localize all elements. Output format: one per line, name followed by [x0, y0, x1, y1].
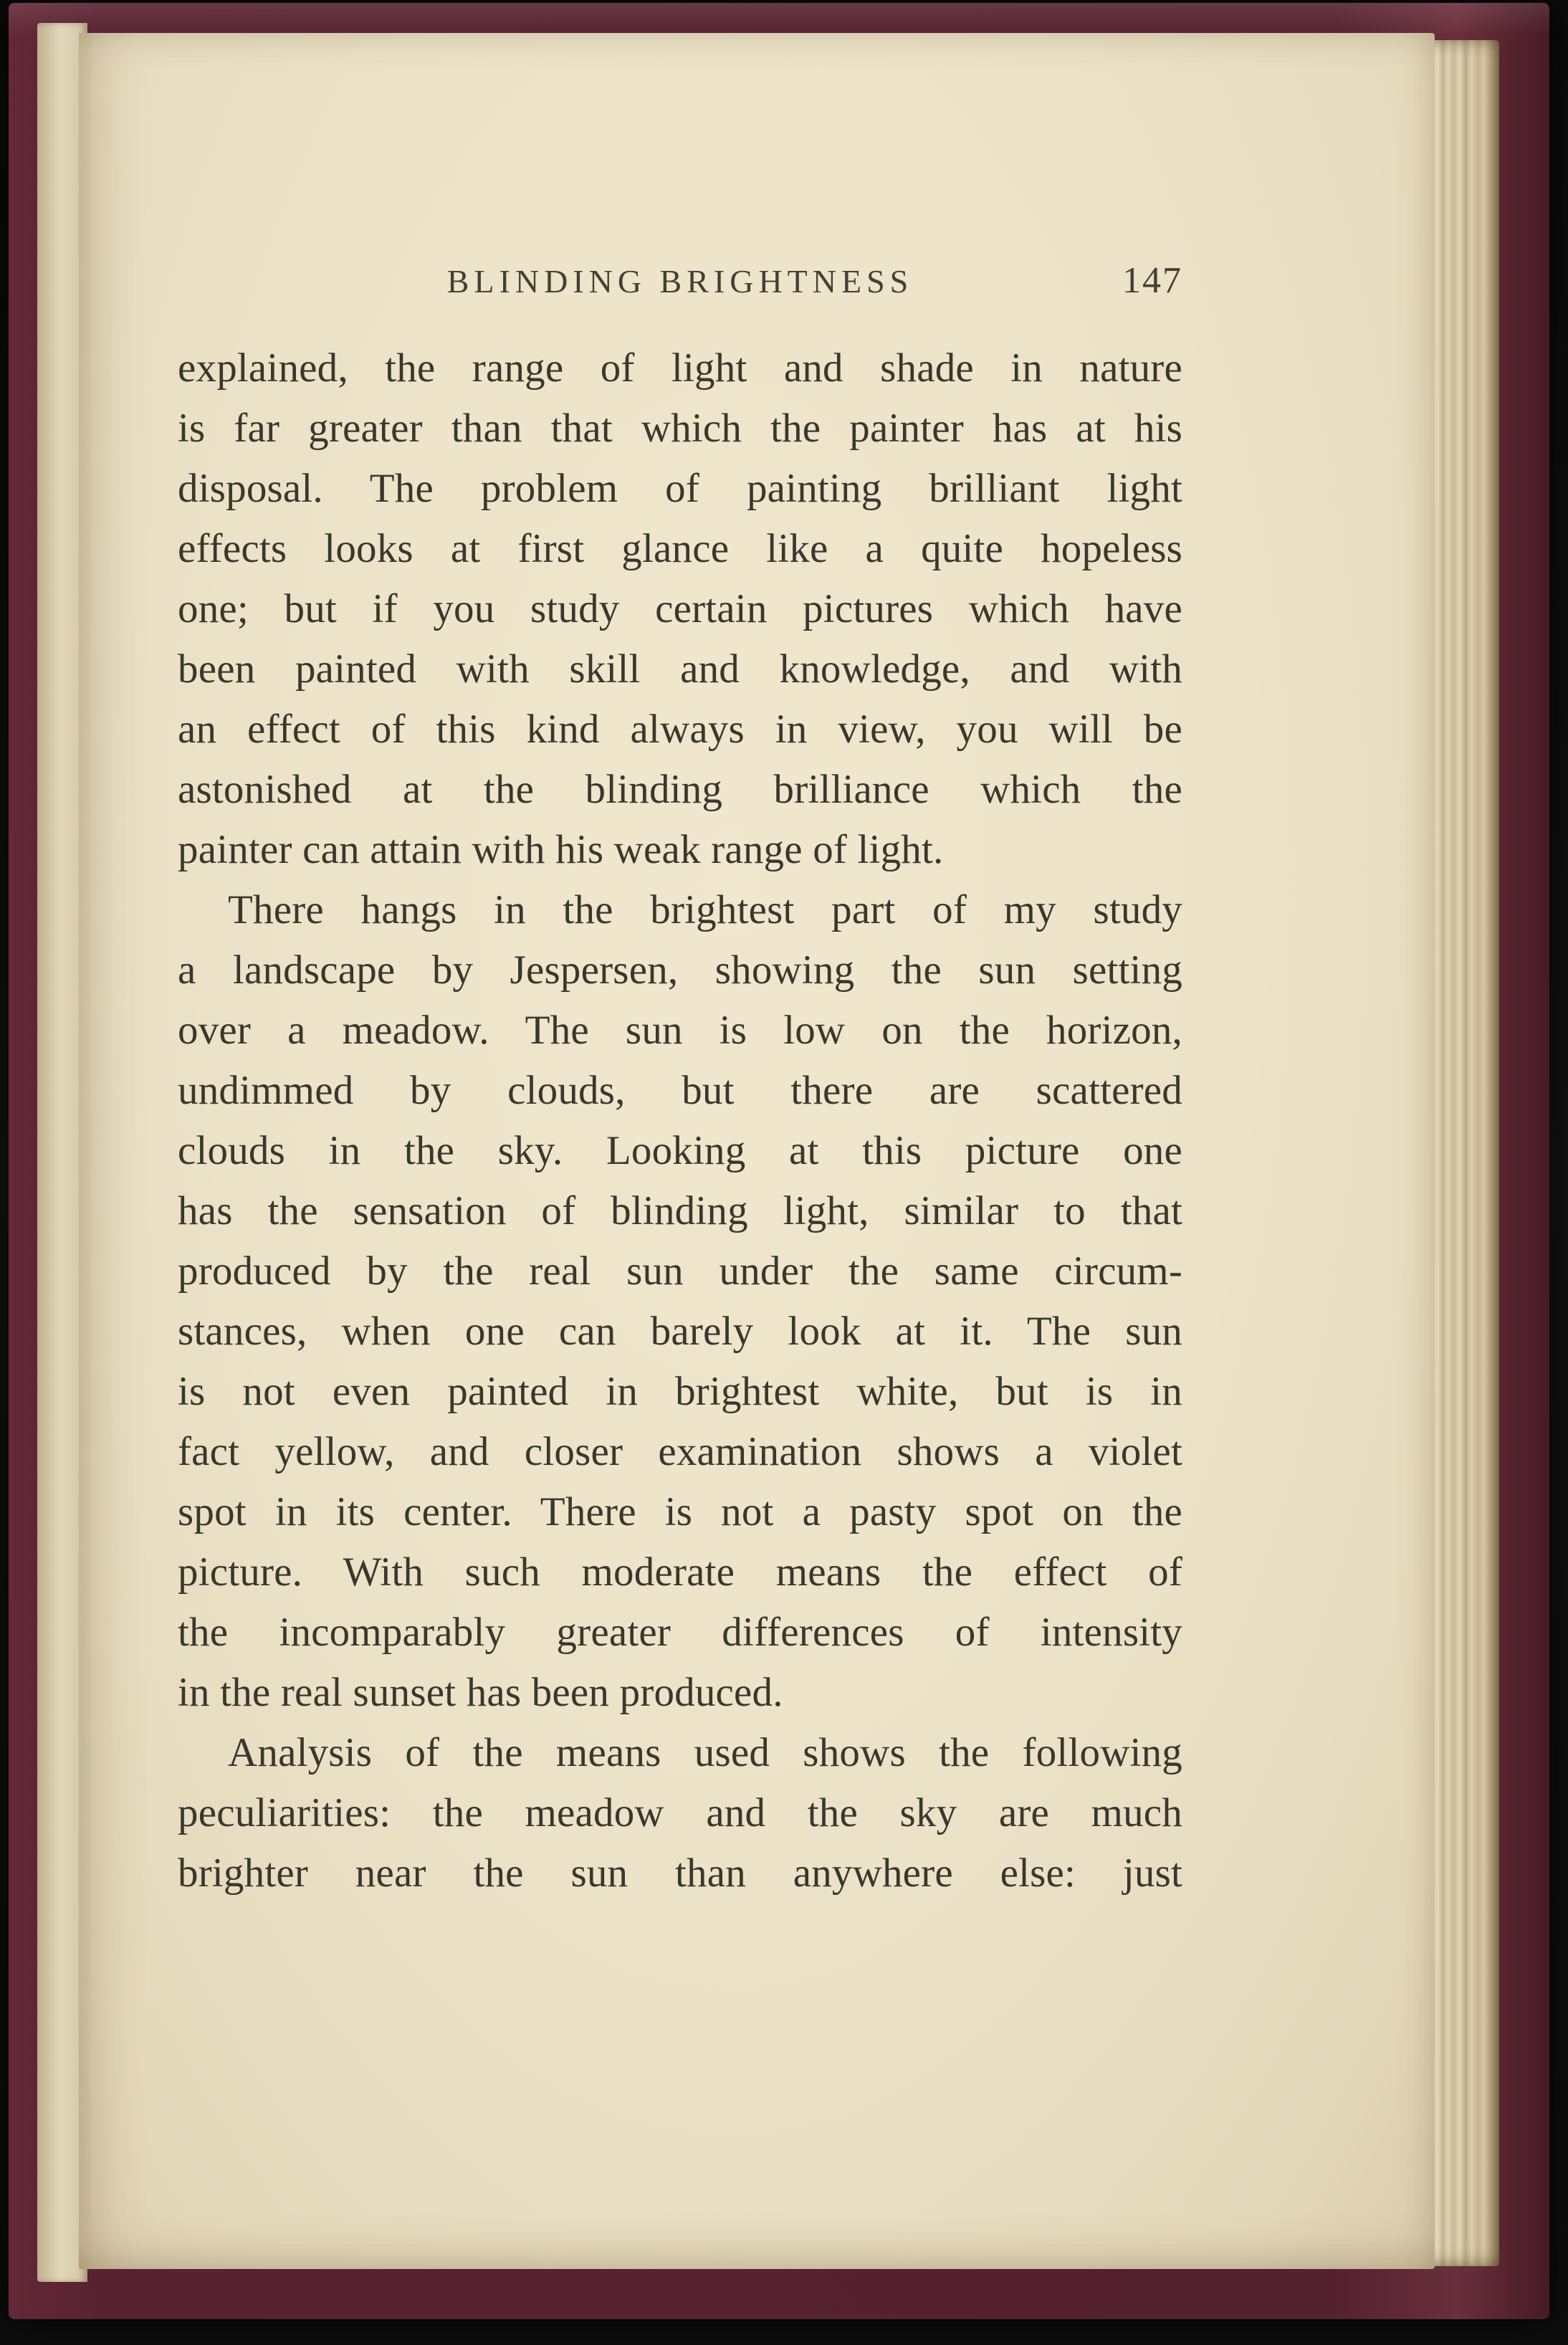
paragraph — [178, 880, 1182, 1723]
text-line: in the real sunset has been produced. — [178, 1670, 783, 1715]
text-line: effects looks at first glance like a quite hopeless — [178, 526, 1182, 571]
book-page — [79, 33, 1435, 2269]
page-text-block — [178, 262, 1182, 1904]
text-line: picture. With such moderate means the effect of — [178, 1549, 1182, 1595]
text-line: astonished at the blinding brilliance which the — [178, 767, 1182, 812]
book-cover-sheen — [9, 3, 1549, 36]
text-line: clouds in the sky. Looking at this picture one — [178, 1128, 1182, 1173]
text-line: one; but if you study certain pictures which have — [178, 586, 1182, 631]
page-stack-edge — [1426, 40, 1499, 2266]
text-line: over a meadow. The sun is low on the horizon, — [178, 1008, 1182, 1053]
text-line: produced by the real sun under the same circum- — [178, 1248, 1182, 1294]
text-line: is not even painted in brightest white, but is in — [178, 1369, 1182, 1414]
text-line: has the sensation of blinding light, similar to that — [178, 1188, 1182, 1233]
paragraph — [178, 338, 1182, 880]
text-line: undimmed by clouds, but there are scattered — [178, 1068, 1182, 1113]
text-line: been painted with skill and knowledge, and with — [178, 646, 1182, 692]
text-line: fact yellow, and closer examination shows a violet — [178, 1429, 1182, 1474]
running-header-title: BLINDING BRIGHTNESS — [446, 263, 914, 300]
running-header — [178, 262, 1182, 308]
page-body — [178, 338, 1182, 1904]
text-line: explained, the range of light and shade in nature — [178, 345, 1182, 391]
text-line: a landscape by Jespersen, showing the sun setting — [178, 947, 1182, 993]
text-line: There hangs in the brightest part of my study — [228, 887, 1182, 932]
paragraph — [178, 1723, 1182, 1904]
text-line: stances, when one can barely look at it. The sun — [178, 1309, 1182, 1354]
text-line: the incomparably greater differences of intensity — [178, 1610, 1182, 1655]
text-line: brighter near the sun than anywhere else: just — [178, 1850, 1182, 1896]
text-line: disposal. The problem of painting brilliant light — [178, 466, 1182, 511]
page-number: 147 — [1122, 260, 1182, 301]
text-line: an effect of this kind always in view, you will be — [178, 707, 1182, 752]
text-line: painter can attain with his weak range of light. — [178, 827, 944, 872]
text-line: is far greater than that which the painter has at his — [178, 406, 1182, 451]
text-line: spot in its center. There is not a pasty spot on the — [178, 1489, 1182, 1534]
text-line: peculiarities: the meadow and the sky are much — [178, 1790, 1182, 1835]
text-line: Analysis of the means used shows the following — [228, 1730, 1182, 1775]
